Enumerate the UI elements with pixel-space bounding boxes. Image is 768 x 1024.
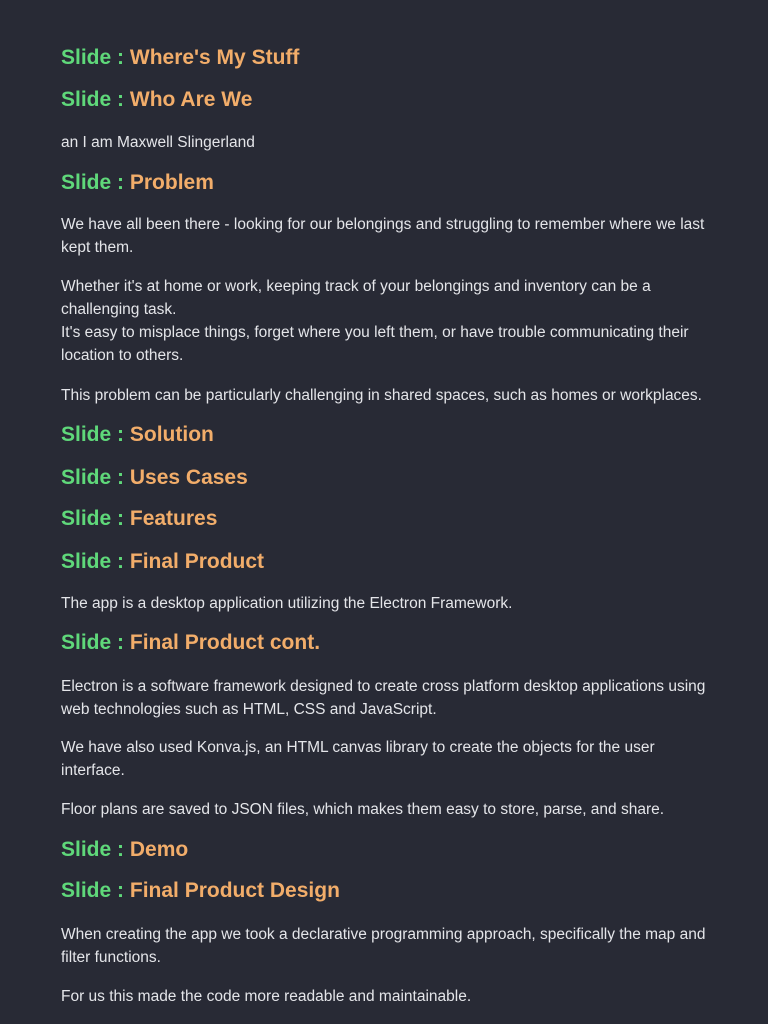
slide-heading-demo bbox=[61, 837, 188, 863]
text-line: When creating the app we took a declarative programming approach, specifically the map and bbox=[61, 926, 706, 943]
slide-separator: : bbox=[117, 550, 125, 573]
slide-title: Where's My Stuff bbox=[129, 46, 300, 69]
slide-heading-uses-cases bbox=[61, 465, 248, 491]
slide-heading-final-product-design bbox=[61, 878, 340, 904]
slide-heading-wheres-my-stuff bbox=[61, 45, 299, 71]
slide-separator: : bbox=[117, 466, 125, 489]
paragraph-declarative bbox=[61, 923, 741, 969]
text-line: interface. bbox=[61, 762, 125, 779]
slide-separator: : bbox=[117, 838, 125, 861]
slide-title: Final Product Design bbox=[129, 879, 340, 902]
slide-separator: : bbox=[117, 423, 125, 446]
slide-separator: : bbox=[117, 879, 125, 902]
slide-heading-problem bbox=[61, 170, 214, 196]
slide-heading-final-product-cont bbox=[61, 630, 320, 656]
text-line: web technologies such as HTML, CSS and JavaScript. bbox=[61, 701, 437, 718]
slide-title: Who Are We bbox=[129, 88, 253, 111]
slide-label: Slide bbox=[61, 838, 112, 861]
slide-label: Slide bbox=[61, 466, 112, 489]
paragraph-problem-2 bbox=[61, 275, 741, 367]
text-line: We have all been there - looking for our belongings and struggling to remember where we last bbox=[61, 216, 705, 233]
text-line: We have also used Konva.js, an HTML canvas library to create the objects for the user bbox=[61, 739, 655, 756]
slide-title: Uses Cases bbox=[129, 466, 248, 489]
slide-separator: : bbox=[117, 171, 125, 194]
text-line: This problem can be particularly challenging in shared spaces, such as homes or workplaces. bbox=[61, 387, 702, 404]
slide-separator: : bbox=[117, 46, 125, 69]
slide-label: Slide bbox=[61, 171, 112, 194]
slide-label: Slide bbox=[61, 507, 112, 530]
slide-separator: : bbox=[117, 631, 125, 654]
text-line: location to others. bbox=[61, 347, 184, 364]
slide-label: Slide bbox=[61, 423, 112, 446]
text-line: an I am Maxwell Slingerland bbox=[61, 134, 255, 151]
text-line: filter functions. bbox=[61, 949, 161, 966]
text-line: kept them. bbox=[61, 239, 134, 256]
slide-title: Demo bbox=[129, 838, 189, 861]
paragraph-final-product bbox=[61, 592, 741, 615]
text-line: For us this made the code more readable and maintainable. bbox=[61, 988, 472, 1005]
paragraph-floor-plans bbox=[61, 798, 741, 821]
text-line: It's easy to misplace things, forget where you left them, or have trouble communicating their bbox=[61, 324, 689, 341]
slide-heading-features bbox=[61, 506, 217, 532]
slide-heading-who-are-we bbox=[61, 87, 252, 113]
paragraph-problem-1 bbox=[61, 213, 741, 259]
slide-separator: : bbox=[117, 507, 125, 530]
text-line: Electron is a software framework designed to create cross platform desktop applications using bbox=[61, 678, 706, 695]
slide-label: Slide bbox=[61, 88, 112, 111]
slide-title: Final Product cont. bbox=[129, 631, 321, 654]
slide-title: Features bbox=[129, 507, 218, 530]
text-line: Whether it's at home or work, keeping track of your belongings and inventory can be a bbox=[61, 278, 651, 295]
paragraph-readable bbox=[61, 985, 741, 1008]
text-line: The app is a desktop application utilizing the Electron Framework. bbox=[61, 595, 513, 612]
paragraph-intro bbox=[61, 131, 741, 154]
slide-label: Slide bbox=[61, 879, 112, 902]
slide-label: Slide bbox=[61, 550, 112, 573]
slide-heading-solution bbox=[61, 422, 214, 448]
slide-title: Problem bbox=[129, 171, 214, 194]
slide-separator: : bbox=[117, 88, 125, 111]
text-line: challenging task. bbox=[61, 301, 177, 318]
paragraph-konva bbox=[61, 736, 741, 782]
paragraph-problem-3 bbox=[61, 384, 741, 407]
slide-title: Solution bbox=[129, 423, 214, 446]
slide-label: Slide bbox=[61, 46, 112, 69]
paragraph-electron bbox=[61, 675, 741, 721]
slide-title: Final Product bbox=[129, 550, 265, 573]
slide-heading-final-product bbox=[61, 549, 264, 575]
text-line: Floor plans are saved to JSON files, which makes them easy to store, parse, and share. bbox=[61, 801, 665, 818]
slide-label: Slide bbox=[61, 631, 112, 654]
